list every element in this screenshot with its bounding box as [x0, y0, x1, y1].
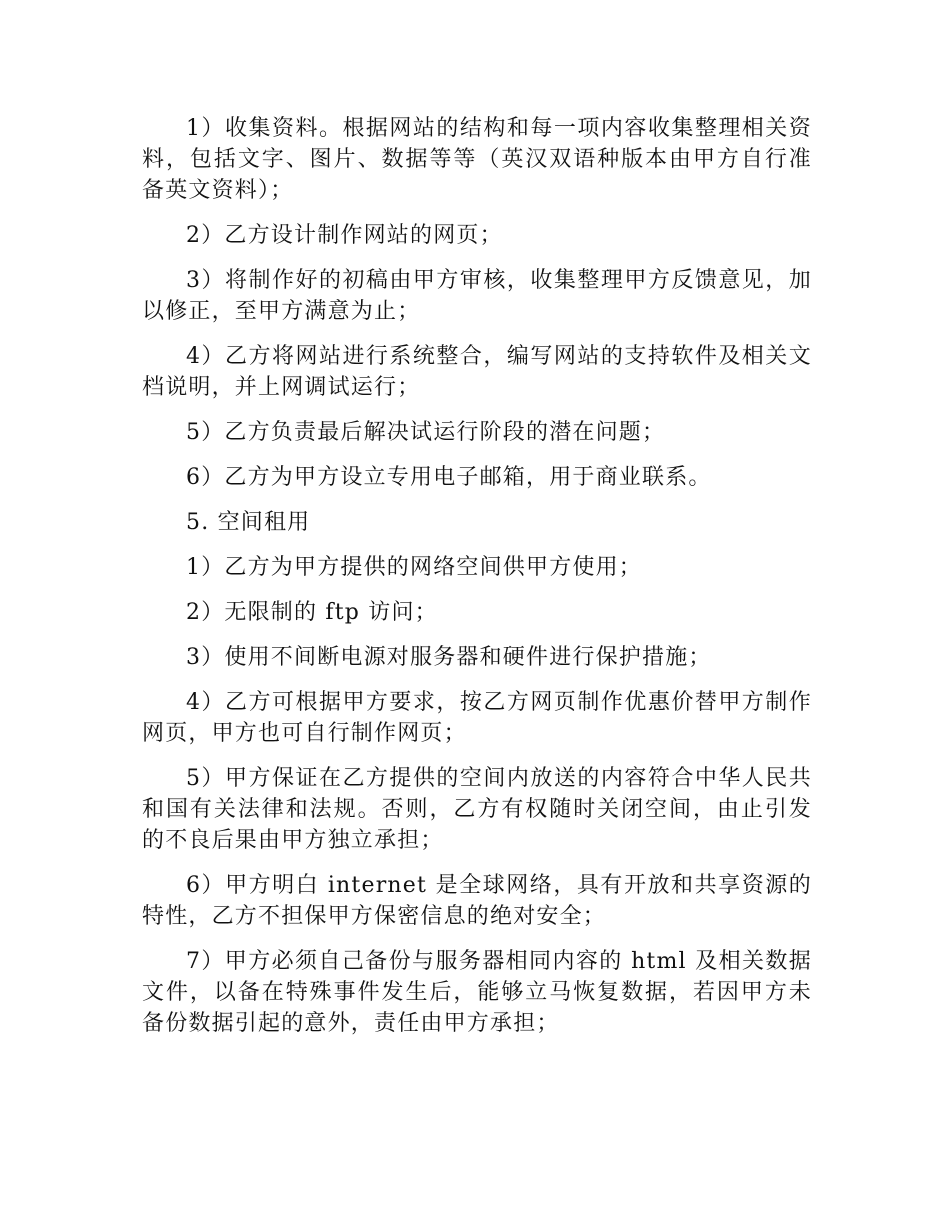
- section-heading-space-rental: 5. 空间租用: [186, 510, 311, 535]
- document-body: [142, 113, 812, 1053]
- paragraph-step-2-design-pages: 2）乙方设计制作网站的网页；: [186, 223, 503, 248]
- paragraph-space-3-ups: 3）使用不间断电源对服务器和硬件进行保护措施；: [186, 645, 712, 670]
- paragraph-space-4-page-making: 4）乙方可根据甲方要求，按乙方网页制作优惠价替甲方制作网页，甲方也可自行制作网页；: [142, 690, 812, 746]
- paragraph-step-5-trial-run: 5）乙方负责最后解决试运行阶段的潜在问题；: [186, 420, 666, 445]
- paragraph-space-6-internet-security: 6）甲方明白 internet 是全球网络，具有开放和共享资源的特性，乙方不担保甲方保密信息的绝对安全；: [142, 873, 812, 929]
- paragraph-step-4-integration: 4）乙方将网站进行系统整合，编写网站的支持软件及相关文档说明，并上网调试运行；: [142, 344, 812, 400]
- paragraph-space-2-ftp-access: 2）无限制的 ftp 访问；: [186, 600, 438, 625]
- paragraph-step-1-collect-materials: 1）收集资料。根据网站的结构和每一项内容收集整理相关资料，包括文字、图片、数据等等（英汉双语种版本由甲方自行准备英文资料）；: [142, 116, 812, 203]
- paragraph-space-1-network-space: 1）乙方为甲方提供的网络空间供甲方使用；: [186, 555, 642, 580]
- paragraph-step-3-review-draft: 3）将制作好的初稿由甲方审核，收集整理甲方反馈意见，加以修正，至甲方满意为止；: [142, 268, 812, 324]
- paragraph-step-6-email: 6）乙方为甲方设立专用电子邮箱，用于商业联系。: [186, 465, 712, 490]
- paragraph-space-7-backup: 7）甲方必须自己备份与服务器相同内容的 html 及相关数据文件，以备在特殊事件发生后，能够立马恢复数据，若因甲方未备份数据引起的意外，责任由甲方承担；: [142, 949, 812, 1036]
- paragraph-space-5-legal-compliance: 5）甲方保证在乙方提供的空间内放送的内容符合中华人民共和国有关法律和法规。否则，乙方有权随时关闭空间，由止引发的不良后果由甲方独立承担；: [142, 766, 812, 853]
